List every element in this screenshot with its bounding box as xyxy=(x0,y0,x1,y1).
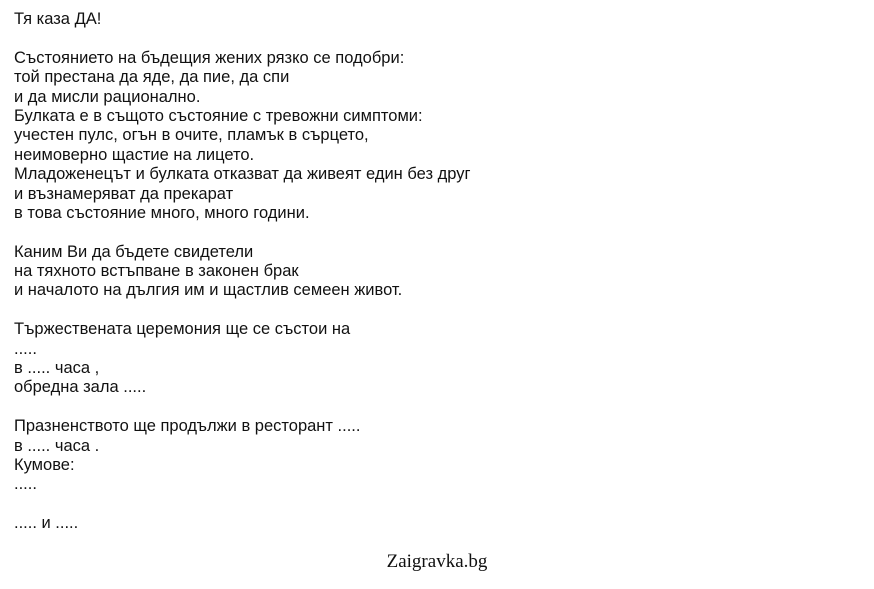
text-line: и възнамеряват да прекарат xyxy=(14,184,234,203)
text-line: неимоверно щастие на лицето. xyxy=(14,145,255,164)
text-line: Булката е в същото състояние с тревожни симптоми: xyxy=(14,106,423,125)
text-line: Каним Ви да бъдете свидетели xyxy=(14,242,254,261)
text-line: на тяхното встъпване в законен брак xyxy=(14,262,299,281)
text-line: Кумове: xyxy=(14,455,75,474)
paragraph-gap xyxy=(14,301,864,320)
paragraph-reception xyxy=(14,417,864,495)
text-line: в ..... часа . xyxy=(14,436,100,455)
text-line: Състоянието на бъдещия жених рязко се подобри: xyxy=(14,48,405,67)
text-line: и началото на дългия им и щастлив семеен живот. xyxy=(14,281,403,300)
text-line: в ..... часа , xyxy=(14,359,100,378)
text-line: в това състояние много, много години. xyxy=(14,203,310,222)
text-line: и да мисли рационално. xyxy=(14,87,201,106)
text-line: Празненството ще продължи в ресторант ..... xyxy=(14,417,361,436)
paragraph-groom-bride-state xyxy=(14,49,864,224)
text-line: той престана да яде, да пие, да спи xyxy=(14,68,290,87)
invitation-title: Тя каза ДА! xyxy=(14,10,102,28)
paragraph-gap xyxy=(14,29,864,48)
text-line: ..... xyxy=(14,339,37,358)
paragraph-gap xyxy=(14,223,864,242)
invitation-text xyxy=(14,10,864,534)
paragraph-ceremony xyxy=(14,320,864,398)
signature-line: ..... и ..... xyxy=(14,514,79,533)
text-line: учестен пулс, огън в очите, пламък в сърцето, xyxy=(14,126,369,145)
site-watermark: Zaigravka.bg xyxy=(386,551,488,572)
text-line: Тържествената церемония ще се състои на xyxy=(14,320,351,339)
paragraph-gap xyxy=(14,398,864,417)
paragraph-gap xyxy=(14,495,864,514)
text-line: обредна зала ..... xyxy=(14,378,147,397)
paragraph-invitation xyxy=(14,243,864,301)
text-line: Младоженецът и булката отказват да живеят един без друг xyxy=(14,165,471,184)
text-line: ..... xyxy=(14,475,37,494)
